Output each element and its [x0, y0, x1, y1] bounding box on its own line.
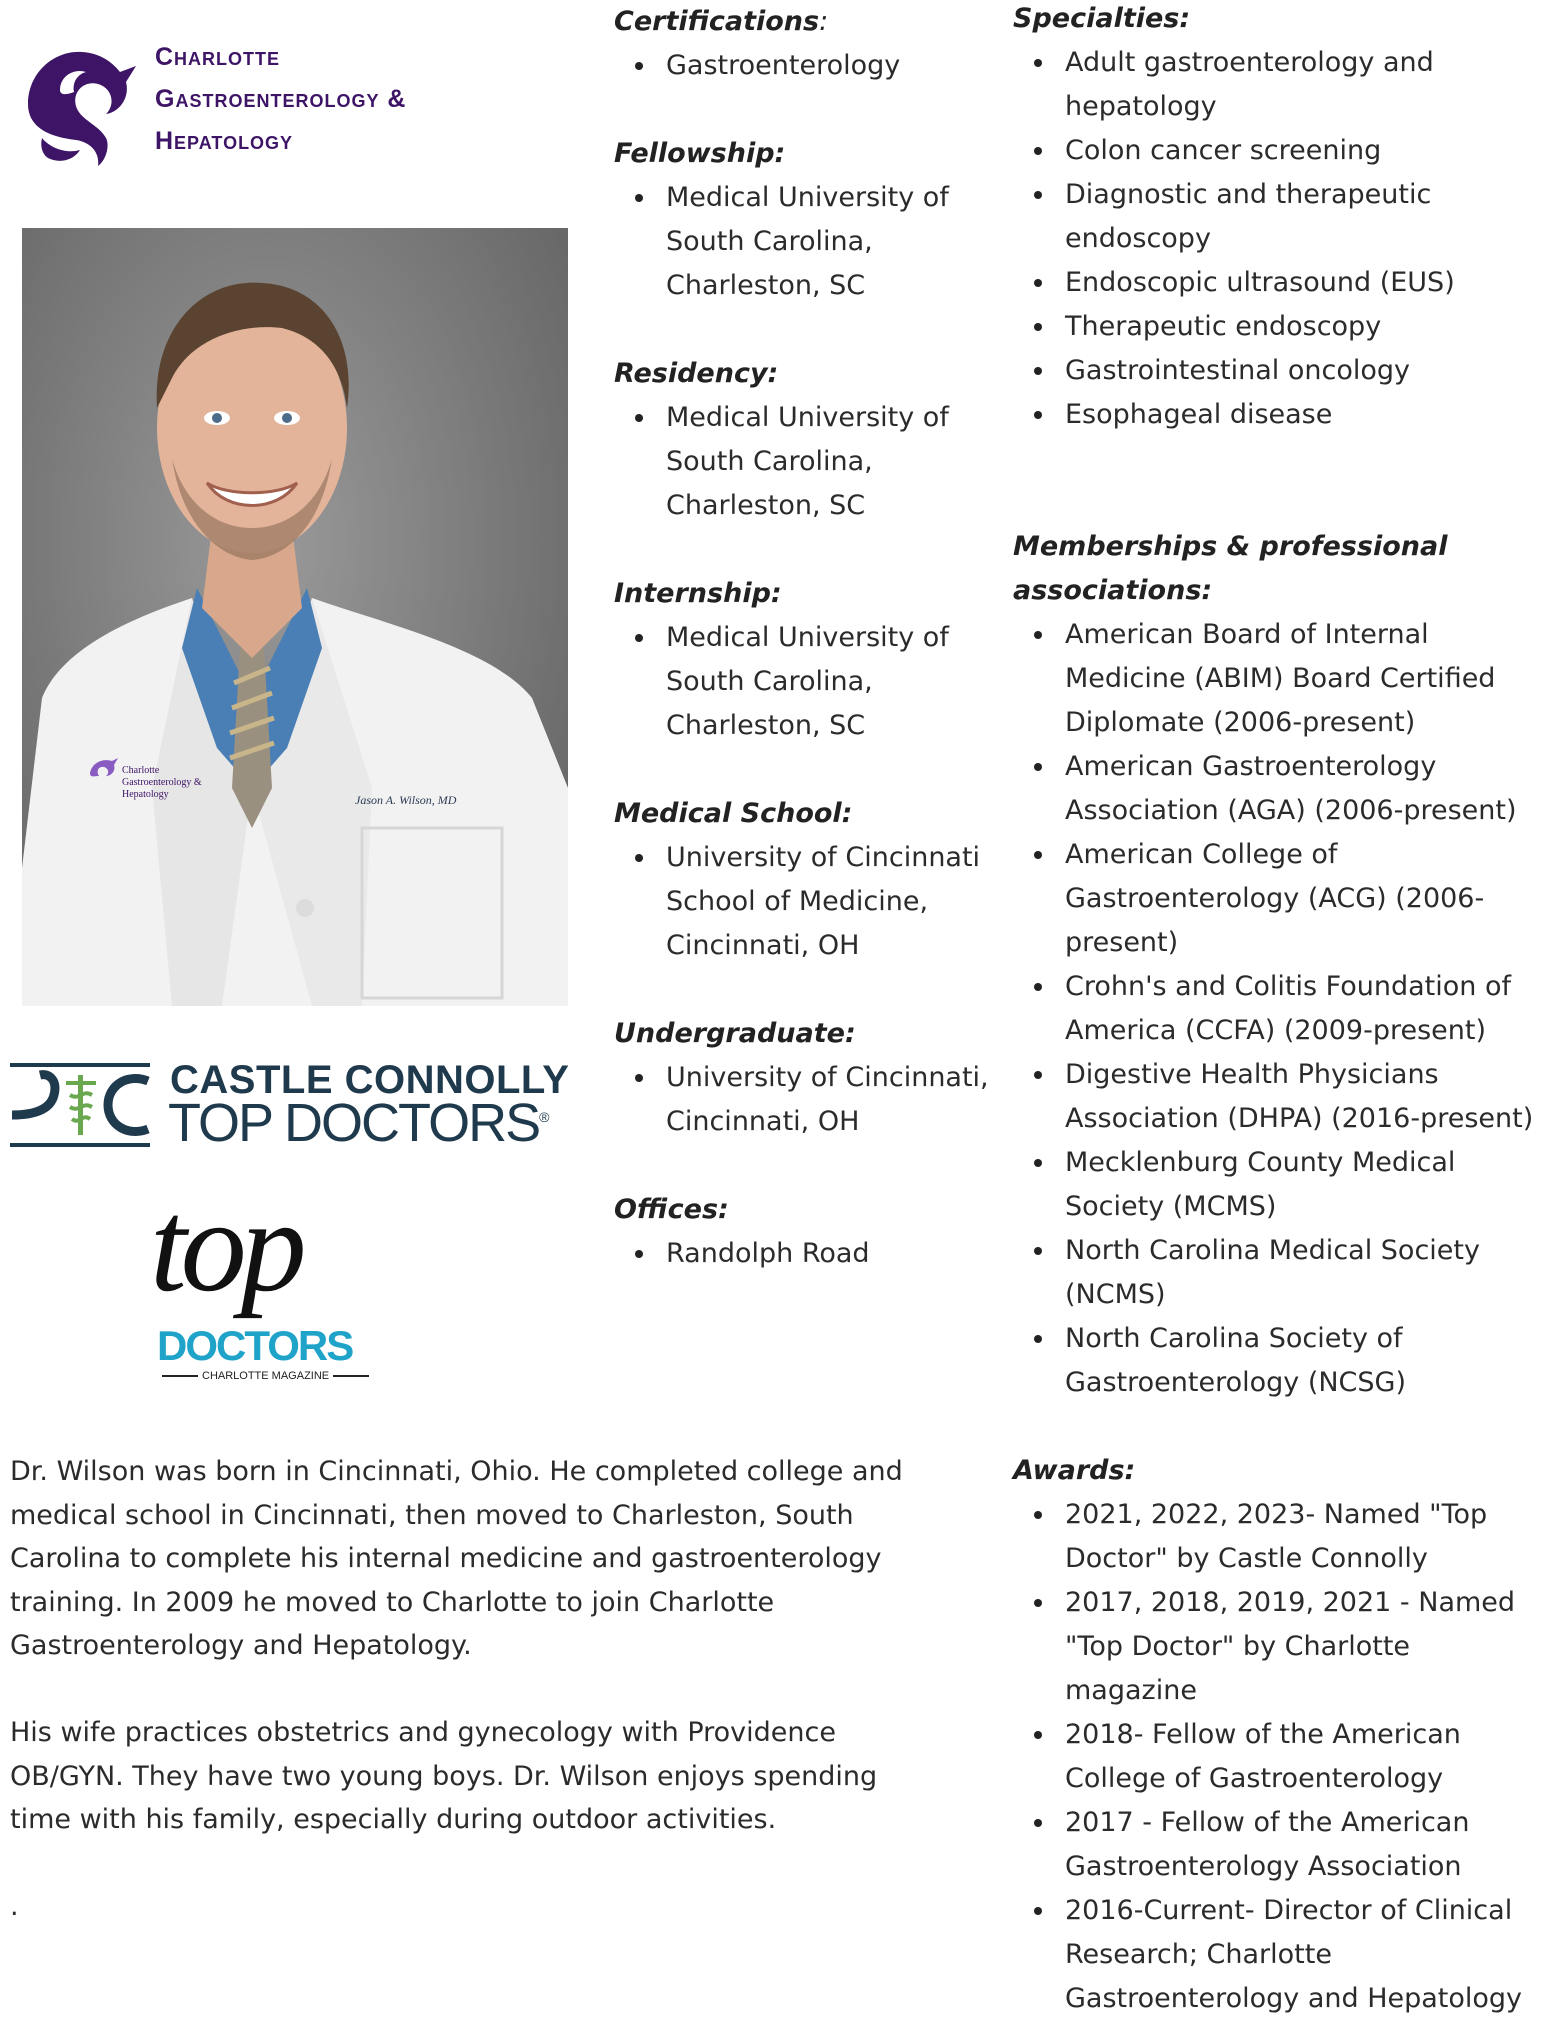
coat-name-embroidery: Jason A. Wilson, MD [355, 793, 457, 807]
top-doctors-magazine-label [158, 1370, 370, 1382]
list-item: American Board of Internal Medicine (ABIM) Board Certified Diplomate (2006-present) [1065, 613, 1543, 745]
coat-logo-line-1: Charlotte [122, 765, 160, 776]
list-item: Endoscopic ultrasound (EUS) [1065, 261, 1543, 305]
top-doctors-top-wordmark: top [150, 1172, 301, 1319]
top-doctors-magazine-name: CHARLOTTE MAGAZINE [202, 1370, 330, 1382]
top-doctors-doctors-wordmark: DOCTORS [157, 1322, 353, 1369]
list-item: University of Cincinnati, Cincinnati, OH [666, 1056, 994, 1144]
list-item: University of Cincinnati School of Medicine, Cincinnati, OH [666, 836, 994, 968]
list-item: Medical University of South Carolina, Charleston, SC [666, 396, 994, 528]
undergraduate-list [614, 1056, 994, 1144]
memberships-list [1013, 613, 1543, 1405]
specialties-list [1013, 41, 1543, 437]
memberships-heading: Memberships & professional associations: [1013, 531, 1448, 606]
practice-logo-icon [20, 42, 140, 167]
certifications-heading [614, 0, 994, 44]
awards-list [1013, 1493, 1543, 2021]
practice-name [155, 36, 406, 162]
undergraduate-heading: Undergraduate: [614, 1018, 856, 1049]
bio-trailing-mark: . [10, 1891, 19, 1922]
awards-heading: Awards: [1013, 1455, 1136, 1486]
list-item: Mecklenburg County Medical Society (MCMS) [1065, 1141, 1543, 1229]
bio-paragraph-1: Dr. Wilson was born in Cincinnati, Ohio. He completed college and medical school in Cincinnati, then moved to Charleston, South Carolina to complete his internal medicine and gastroenterology training. In 2009 he moved to Charlotte to join Charlotte Gastroenterology and Hepatology. [10, 1456, 903, 1661]
list-item: Medical University of South Carolina, Charleston, SC [666, 616, 994, 748]
certifications-heading-colon: : [819, 6, 829, 37]
offices-heading: Offices: [614, 1194, 729, 1225]
offices-list [614, 1232, 994, 1276]
castle-connolly-title: CASTLE CONNOLLY [170, 1058, 570, 1102]
list-item: Crohn's and Colitis Foundation of America (CCFA) (2009-present) [1065, 965, 1543, 1053]
list-item: North Carolina Society of Gastroenterology (NCSG) [1065, 1317, 1543, 1405]
list-item: Colon cancer screening [1065, 129, 1543, 173]
list-item: 2016-Current- Director of Clinical Research; Charlotte Gastroenterology and Hepatology [1065, 1889, 1543, 2021]
certifications-list [614, 44, 994, 88]
list-item: 2017 - Fellow of the American Gastroenterology Association [1065, 1801, 1543, 1889]
coat-logo-line-3: Hepatology [122, 789, 169, 800]
list-item: 2021, 2022, 2023- Named "Top Doctor" by Castle Connolly [1065, 1493, 1543, 1581]
doctor-photo [22, 228, 568, 1006]
certifications-heading-text: Certifications [614, 6, 820, 37]
credentials-column [614, 0, 994, 1276]
registered-mark: ® [539, 1109, 550, 1125]
fellowship-list [614, 176, 994, 308]
list-item: North Carolina Medical Society (NCMS) [1065, 1229, 1543, 1317]
residency-heading: Residency: [614, 358, 779, 389]
specialties-heading: Specialties: [1013, 3, 1191, 34]
list-item: Diagnostic and therapeutic endoscopy [1065, 173, 1543, 261]
residency-list [614, 396, 994, 528]
list-item: American Gastroenterology Association (AGA) (2006-present) [1065, 745, 1543, 833]
specialties-column [1013, 0, 1543, 2021]
castle-connolly-subtitle [168, 1092, 549, 1154]
doctor-portrait-illustration [22, 228, 568, 1006]
internship-list [614, 616, 994, 748]
practice-name-line-3: Hepatology [155, 127, 294, 155]
list-item: Gastrointestinal oncology [1065, 349, 1543, 393]
list-item: Esophageal disease [1065, 393, 1543, 437]
list-item: Randolph Road [666, 1232, 994, 1276]
list-item: Gastroenterology [666, 44, 994, 88]
list-item: 2017, 2018, 2019, 2021 - Named "Top Doctor" by Charlotte magazine [1065, 1581, 1543, 1713]
list-item: 2018- Fellow of the American College of Gastroenterology [1065, 1713, 1543, 1801]
fellowship-heading: Fellowship: [614, 138, 786, 169]
list-item: Medical University of South Carolina, Charleston, SC [666, 176, 994, 308]
biography [10, 1450, 910, 1929]
medical-school-heading: Medical School: [614, 798, 853, 829]
list-item: American College of Gastroenterology (ACG) (2006-present) [1065, 833, 1543, 965]
coat-logo-line-2: Gastroenterology & [122, 777, 202, 788]
bio-paragraph-2: His wife practices obstetrics and gynecology with Providence OB/GYN. They have two young boys. Dr. Wilson enjoys spending time with his family, especially during outdoor activities. [10, 1717, 878, 1835]
list-item: Therapeutic endoscopy [1065, 305, 1543, 349]
practice-name-line-1: Charlotte [155, 43, 281, 71]
internship-heading: Internship: [614, 578, 782, 609]
practice-name-line-2: Gastroenterology & [155, 85, 407, 113]
list-item: Adult gastroenterology and hepatology [1065, 41, 1543, 129]
castle-connolly-top-doctors: TOP DOCTORS [168, 1093, 540, 1153]
medical-school-list [614, 836, 994, 968]
list-item: Digestive Health Physicians Association (DHPA) (2016-present) [1065, 1053, 1543, 1141]
